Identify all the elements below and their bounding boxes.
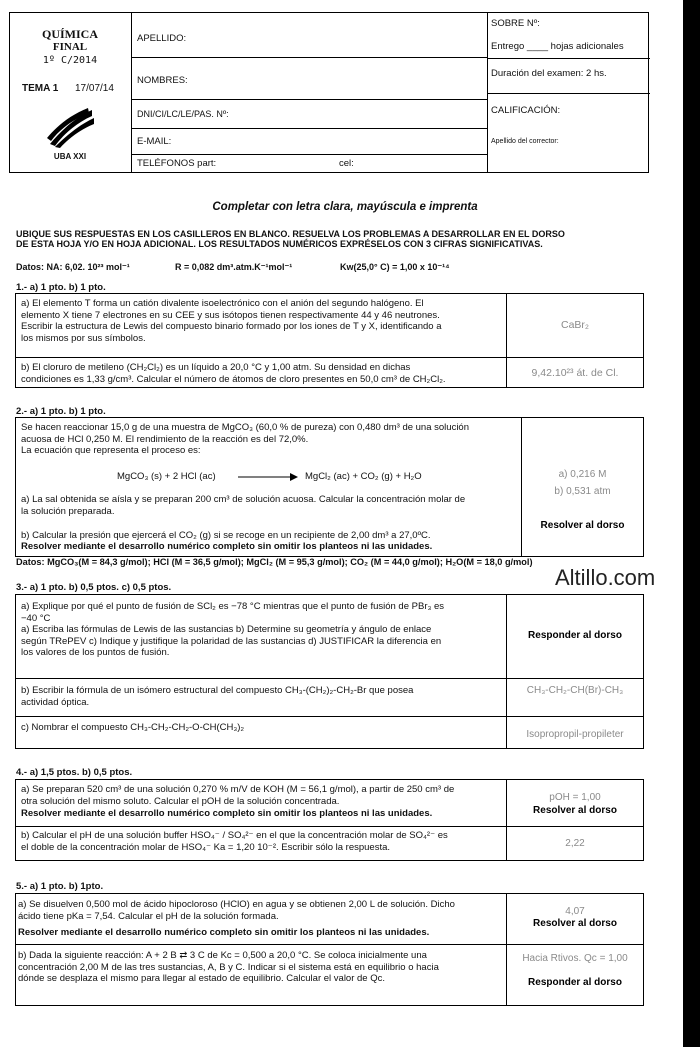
q1-header: 1.- a) 1 pto. b) 1 pto.	[16, 282, 106, 293]
q2-equation-left: MgCO₃ (s) + 2 HCl (ac)	[117, 471, 216, 482]
q5b-dorso: Responder al dorso	[528, 977, 622, 988]
q3a-answer: Responder al dorso	[528, 630, 622, 641]
q1b-text: b) El cloruro de metileno (CH₂Cl₂) es un líquido a 20,0 °C y 1,00 atm. Su densidad en dichas condiciones es 1,33 g/cm³. Calcular el número de átomos de cloro presentes en 50,0 cm³ de CH₂Cl₂.	[21, 362, 446, 385]
datos-kw: Kw(25,0° C) = 1,00 x 10⁻¹⁴	[340, 262, 450, 272]
ubique-line1: UBIQUE SUS RESPUESTAS EN LOS CASILLEROS EN BLANCO. RESUELVA LOS PROBLEMAS A DESARROLLAR EN EL DORSO	[16, 229, 565, 239]
q5b-text: b) Dada la siguiente reacción: A + 2 B ⇄ 3 C de Kc = 0,500 a 20,0 °C. Se coloca inicialmente una concentración 2,00 M de las tres sustancias, A, B y C. Indicar si el sistema está en equilibrio o hacia dónde se desplaza el mismo para llegar al estado de equilibrio. Calcular el valor de Qc.	[18, 950, 439, 984]
duracion-label: Duración del examen: 2 hs.	[491, 68, 607, 79]
logo-text: UBA XXI	[53, 152, 87, 161]
q5a-dorso: Resolver al dorso	[533, 918, 617, 929]
subject-title: QUÍMICA	[42, 27, 98, 41]
q4b-text: b) Calcular el pH de una solución buffer HSO₄⁻ / SO₄²⁻ en el que la concentración molar de SO₄²⁻ es el doble de la concentración molar de HSO₄⁻ Ka = 1,20 10⁻². Escribir sólo la respuesta.	[21, 830, 448, 853]
calificacion-field[interactable]: CALIFICACIÓN:	[491, 105, 561, 116]
scan-edge	[683, 0, 700, 1047]
q2a-text: a) La sal obtenida se aísla y se preparan 200 cm³ de solución acuosa. Calcular la concentración molar de la solución preparada.	[21, 494, 466, 517]
q4a-resolver: Resolver mediante el desarrollo numérico completo sin omitir los planteos ni las unidades.	[21, 808, 433, 819]
q2-header: 2.- a) 1 pto. b) 1 pto.	[16, 406, 106, 417]
watermark: Altillo.com	[555, 565, 656, 590]
q3b-answer: CH₃-CH₂-CH(Br)-CH₃	[526, 685, 624, 696]
datos-na: Datos: NA: 6,02. 10²³ mol⁻¹	[16, 262, 130, 272]
datos-r: R = 0,082 dm³.atm.K⁻¹mol⁻¹	[175, 262, 293, 272]
email-field[interactable]: E-MAIL:	[137, 136, 172, 147]
q1a-answer: CaBr₂	[561, 319, 589, 331]
cel-field[interactable]: cel:	[339, 158, 354, 169]
reaction-arrow-icon	[238, 472, 298, 482]
q2-resolver: Resolver mediante el desarrollo numérico completo sin omitir los planteos ni las unidades.	[21, 541, 433, 552]
corrector-field: Apellido del corrector:	[491, 138, 559, 145]
dni-field[interactable]: DNI/CI/LC/LE/PAS. Nº:	[137, 109, 229, 119]
q2b-answer: b) 0,531 atm	[554, 486, 611, 497]
q3b-text: b) Escribir la fórmula de un isómero estructural del compuesto CH₃-(CH₂)₂-CH₂-Br que posea actividad óptica.	[21, 685, 414, 708]
telefonos-field[interactable]: TELÉFONOS part:	[137, 158, 217, 169]
uba-logo-icon	[46, 108, 96, 148]
q1a-text: a) El elemento T forma un catión divalente isoelectrónico con el anión del segundo halógeno. El elemento X tiene 7 electrones en su CEE y sus isótopos tienen respectivamente 44 y 46 neutrones. Escribir la estructura de Lewis del compuesto binario formado por los iones de T y X, identificando a los mismos por sus símbolos.	[21, 298, 442, 344]
apellido-field[interactable]: APELLIDO:	[137, 33, 187, 44]
q3-header: 3.- a) 1 pto. b) 0,5 ptos. c) 0,5 ptos.	[16, 582, 172, 593]
q2-text: Se hacen reaccionar 15,0 g de una muestra de MgCO₃ (60,0 % de pureza) con 0,480 dm³ de una solución acuosa de HCl 0,250 M. El rendimiento de la reacción es del 72,0%. La ecuación que representa el proceso es:	[21, 422, 469, 456]
nombres-field[interactable]: NOMBRES:	[137, 75, 188, 86]
q5a-resolver: Resolver mediante el desarrollo numérico completo sin omitir los planteos ni las unidades.	[18, 927, 430, 938]
q4a-answer: pOH = 1,00	[549, 792, 601, 803]
term-label: 1º C/2014	[42, 55, 98, 66]
q2-equation-right: MgCl₂ (ac) + CO₂ (g) + H₂O	[305, 471, 422, 482]
q2-dorso: Resolver al dorso	[540, 520, 625, 531]
completar-instruction: Completar con letra clara, mayúscula e imprenta	[212, 201, 478, 213]
q4a-text: a) Se preparan 520 cm³ de una solución 0,270 % m/V de KOH (M = 56,1 g/mol), a partir de 250 cm³ de otra solución del mismo soluto. Calcular el pOH de la solución concentrada.	[21, 784, 455, 807]
q5a-answer: 4,07	[565, 906, 585, 917]
tema-label: TEMA 1	[22, 83, 59, 94]
q2a-answer: a) 0,216 M	[558, 469, 607, 480]
sobre-field[interactable]: SOBRE Nº:	[491, 18, 540, 29]
final-label: FINAL	[52, 41, 88, 53]
q4-header: 4.- a) 1,5 ptos. b) 0,5 ptos.	[16, 767, 133, 778]
q3a-text: a) Explique por qué el punto de fusión de SCl₂ es −78 °C mientras que el punto de fusión de PBr₃ es −40 °C a) Escriba las fórmulas de Lewis de las sustancias b) Determine su geometría y ángulo de enlace según TRePEV c) Indique y justifique la polaridad de las sustancias d) JUSTIFICAR la diferencia en los valores de los puntos de fusión.	[21, 601, 445, 658]
q3c-answer: Isopropropil-propileter	[526, 729, 624, 740]
q5-header: 5.- a) 1 pto. b) 1pto.	[16, 881, 104, 892]
entrego-field[interactable]: Entrego ____ hojas adicionales	[491, 41, 624, 52]
q4a-dorso: Resolver al dorso	[533, 805, 617, 816]
q3c-text: c) Nombrar el compuesto CH₃-CH₂-CH₂-O-CH(CH₃)₂	[21, 722, 245, 733]
q2-datos: Datos: MgCO₃(M = 84,3 g/mol); HCl (M = 36,5 g/mol); MgCl₂ (M = 95,3 g/mol); CO₂ (M = 44,0 g/mol); H₂O(M = 18,0 g/mol)	[16, 557, 533, 567]
q5b-answer: Hacia Rtivos. Qc = 1,00	[522, 953, 628, 964]
q2b-text: b) Calcular la presión que ejercerá el CO₂ (g) si se recoge en un recipiente de 2,00 dm³ a 27,0ºC.	[21, 530, 431, 541]
q1b-answer: 9,42.10²³ át. de Cl.	[531, 367, 619, 379]
ubique-line2: DE ESTA HOJA Y/O EN HOJA ADICIONAL. LOS RESULTADOS NUMÉRICOS EXPRÉSELOS CON 3 CIFRAS SIGNIFICATIVAS.	[16, 239, 543, 249]
q4b-answer: 2,22	[565, 838, 585, 849]
q5a-text: a) Se disuelven 0,500 mol de ácido hipocloroso (HClO) en agua y se obtienen 2,00 L de solución. Dicho ácido tiene pKa = 7,54. Calcular el pH de la solución formada.	[18, 899, 455, 922]
exam-date: 17/07/14	[75, 83, 114, 94]
